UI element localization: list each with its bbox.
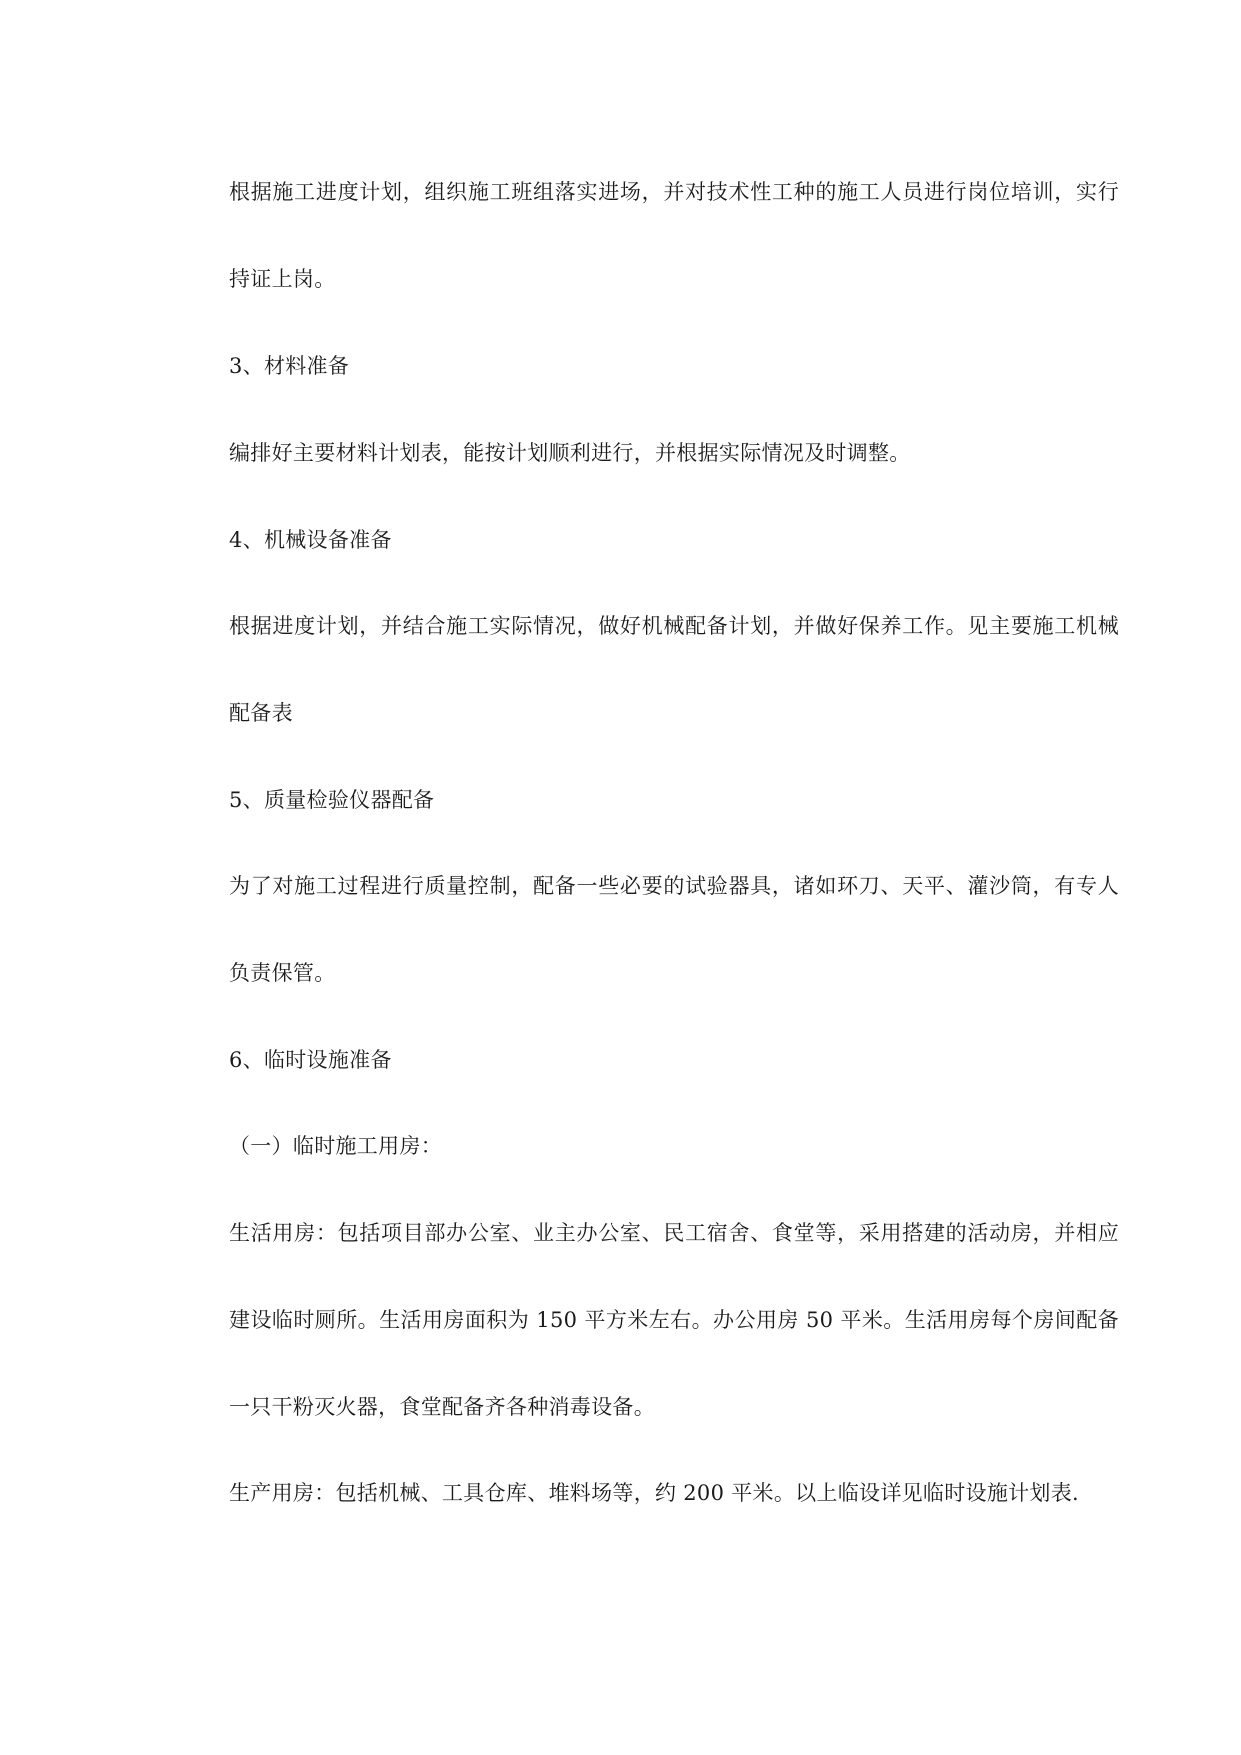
section-heading: 6、临时设施准备 [229, 1048, 392, 1072]
paragraph-line: 为了对施工过程进行质量控制，配备一些必要的试验器具，诸如环刀、天平、灌沙筒，有专人 [229, 874, 1119, 898]
paragraph-line: 负责保管。 [229, 961, 336, 985]
section-heading: 3、材料准备 [229, 354, 350, 378]
subsection-heading: （一）临时施工用房： [229, 1134, 442, 1158]
paragraph-line: 持证上岗。 [229, 267, 336, 291]
paragraph-line: 根据施工进度计划，组织施工班组落实进场，并对技术性工种的施工人员进行岗位培训，实行 [229, 180, 1119, 204]
paragraph-line: 配备表 [229, 701, 293, 725]
paragraph-line: 一只干粉灭火器，食堂配备齐各种消毒设备。 [229, 1395, 655, 1419]
paragraph-line: 编排好主要材料计划表，能按计划顺利进行，并根据实际情况及时调整。 [229, 441, 911, 465]
paragraph-line: 生产用房：包括机械、工具仓库、堆料场等，约 200 平米。以上临设详见临时设施计划表. [229, 1481, 1080, 1505]
paragraph-line: 生活用房：包括项目部办公室、业主办公室、民工宿舍、食堂等，采用搭建的活动房，并相应 [229, 1221, 1119, 1245]
paragraph-line: 建设临时厕所。生活用房面积为 150 平方米左右。办公用房 50 平米。生活用房每个房间配备 [229, 1308, 1119, 1332]
section-heading: 5、质量检验仪器配备 [229, 788, 435, 812]
paragraph-line: 根据进度计划，并结合施工实际情况，做好机械配备计划，并做好保养工作。见主要施工机械 [229, 614, 1119, 638]
section-heading: 4、机械设备准备 [229, 528, 392, 552]
